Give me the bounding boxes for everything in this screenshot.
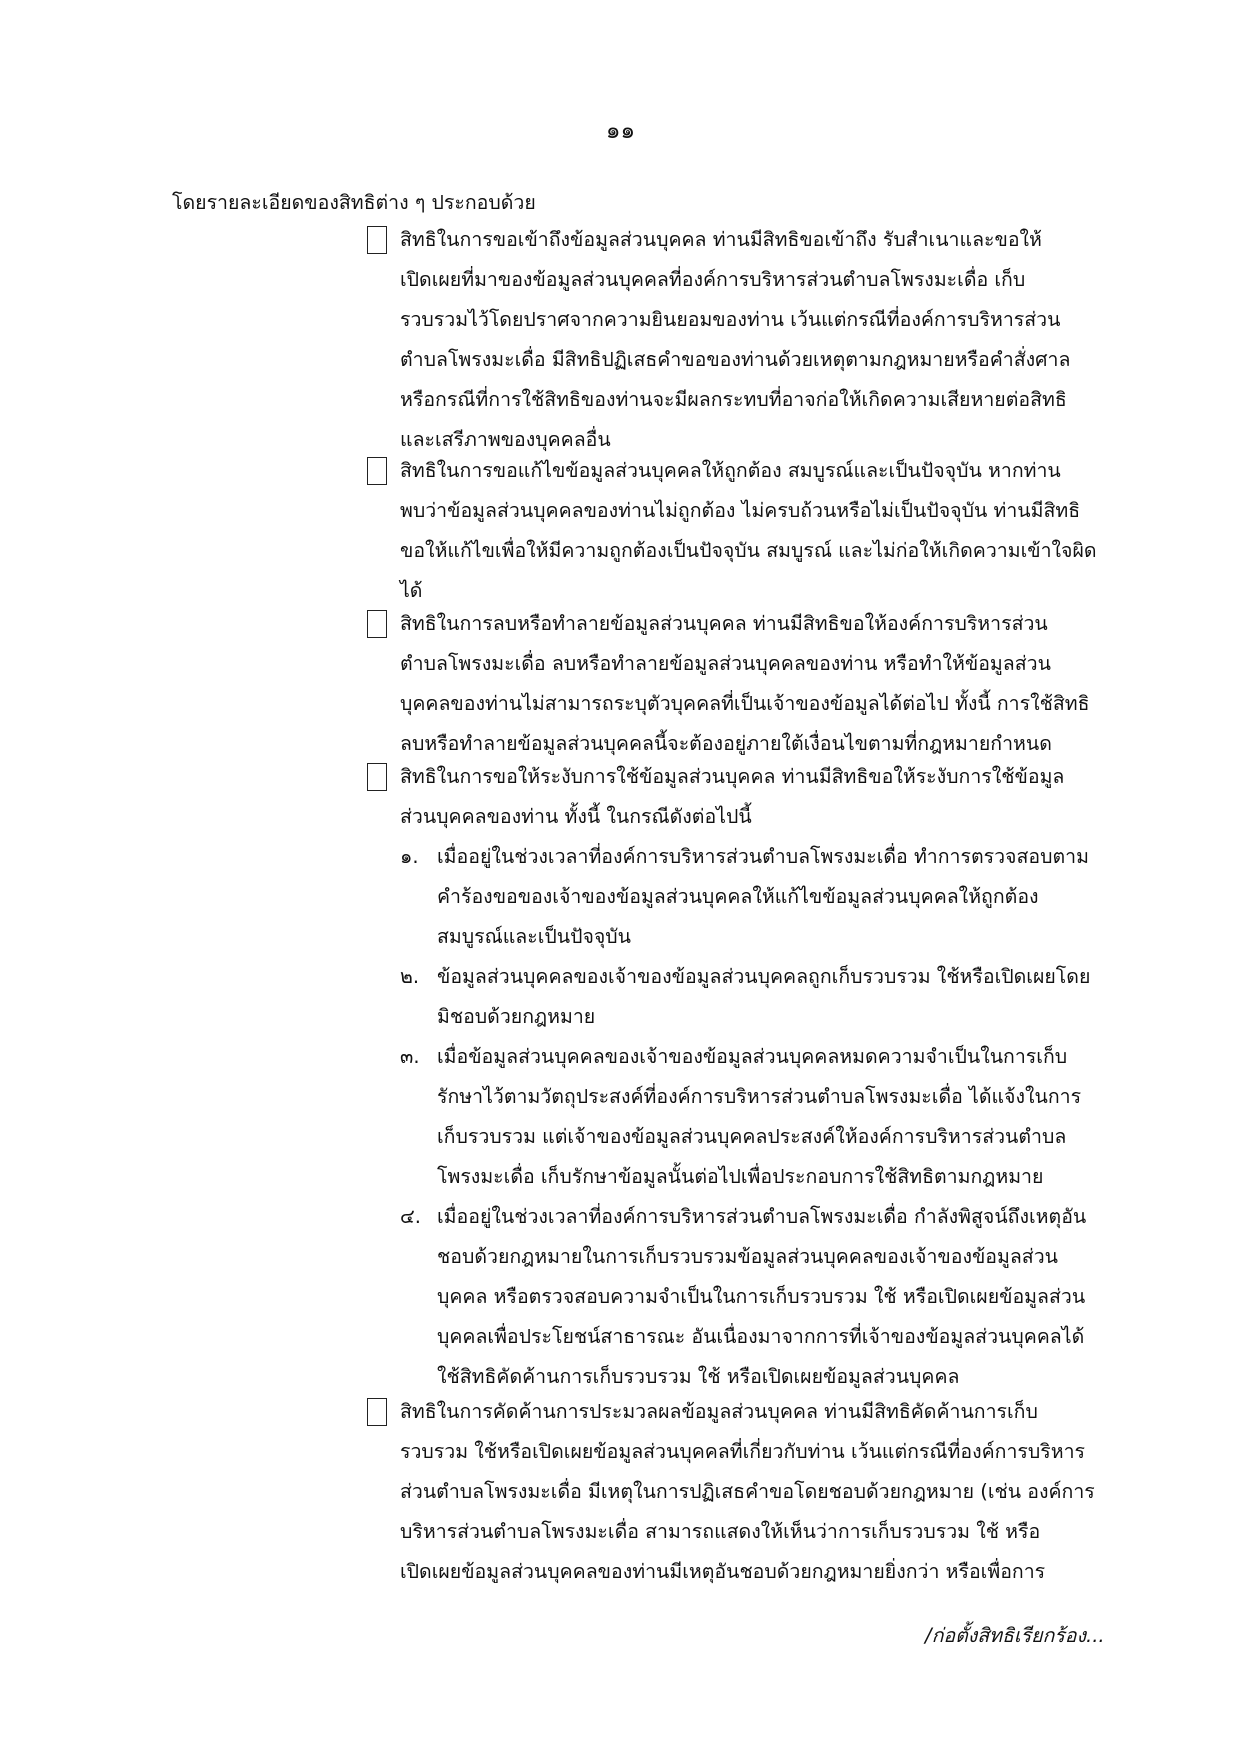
- right-access-line: สิทธิในการขอเข้าถึงข้อมูลส่วนบุคคล ท่านมีสิทธิขอเข้าถึง รับสำเนาและขอให้: [400, 228, 1042, 251]
- list-item-line: บุคคล หรือตรวจสอบความจำเป็นในการเก็บรวบรวม ใช้ หรือเปิดเผยข้อมูลส่วน: [437, 1285, 1086, 1308]
- list-item-line: มิชอบด้วยกฎหมาย: [437, 1005, 596, 1028]
- right-object-line: เปิดเผยข้อมูลส่วนบุคคลของท่านมีเหตุอันชอบด้วยกฎหมายยิ่งกว่า หรือเพื่อการ: [400, 1560, 1046, 1583]
- list-number: ๑.: [400, 845, 419, 868]
- right-erase-line: บุคคลของท่านไม่สามารถระบุตัวบุคคลที่เป็นเจ้าของข้อมูลได้ต่อไป ทั้งนี้ การใช้สิทธิ: [400, 692, 1090, 715]
- right-access-line: เปิดเผยที่มาของข้อมูลส่วนบุคคลที่องค์การบริหารส่วนตำบลโพรงมะเดื่อ เก็บ: [400, 268, 1026, 291]
- right-object-line: บริหารส่วนตำบลโพรงมะเดื่อ สามารถแสดงให้เห็นว่าการเก็บรวบรวม ใช้ หรือ: [400, 1520, 1041, 1543]
- list-item-line: สมบูรณ์และเป็นปัจจุบัน: [437, 925, 632, 948]
- list-item-line: ข้อมูลส่วนบุคคลของเจ้าของข้อมูลส่วนบุคคลถูกเก็บรวบรวม ใช้หรือเปิดเผยโดย: [437, 965, 1091, 988]
- page-number: ๑๑: [605, 118, 636, 144]
- list-item-line: เมื่อข้อมูลส่วนบุคคลของเจ้าของข้อมูลส่วนบุคคลหมดความจำเป็นในการเก็บ: [437, 1045, 1068, 1068]
- right-erase-line: ลบหรือทำลายข้อมูลส่วนบุคคลนี้จะต้องอยู่ภายใต้เงื่อนไขตามที่กฎหมายกำหนด: [400, 732, 1052, 755]
- intro-text: โดยรายละเอียดของสิทธิต่าง ๆ ประกอบด้วย: [172, 191, 536, 214]
- right-erase-line: สิทธิในการลบหรือทำลายข้อมูลส่วนบุคคล ท่านมีสิทธิขอให้องค์การบริหารส่วน: [400, 612, 1048, 635]
- list-item-line: คำร้องขอของเจ้าของข้อมูลส่วนบุคคลให้แก้ไขข้อมูลส่วนบุคคลให้ถูกต้อง: [437, 885, 1039, 908]
- right-erase-line: ตำบลโพรงมะเดื่อ ลบหรือทำลายข้อมูลส่วนบุคคลของท่าน หรือทำให้ข้อมูลส่วน: [400, 652, 1051, 675]
- list-number: ๓.: [400, 1045, 420, 1068]
- right-access-line: หรือกรณีที่การใช้สิทธิของท่านจะมีผลกระทบที่อาจก่อให้เกิดความเสียหายต่อสิทธิ: [400, 388, 1067, 411]
- right-rectify-line: ได้: [400, 579, 423, 602]
- checkbox-right-rectify[interactable]: [367, 457, 387, 485]
- right-object-line: รวบรวม ใช้หรือเปิดเผยข้อมูลส่วนบุคคลที่เกี่ยวกับท่าน เว้นแต่กรณีที่องค์การบริหาร: [400, 1440, 1085, 1463]
- right-restrict-line: ส่วนบุคคลของท่าน ทั้งนี้ ในกรณีดังต่อไปนี้: [400, 805, 752, 828]
- checkbox-right-object[interactable]: [367, 1398, 387, 1426]
- right-access-line: ตำบลโพรงมะเดื่อ มีสิทธิปฏิเสธคำขอของท่านด้วยเหตุตามกฎหมายหรือคำสั่งศาล: [400, 348, 1071, 371]
- list-number: ๔.: [400, 1205, 421, 1228]
- list-item-line: เก็บรวบรวม แต่เจ้าของข้อมูลส่วนบุคคลประสงค์ให้องค์การบริหารส่วนตำบล: [437, 1125, 1067, 1148]
- continuation-note: /ก่อตั้งสิทธิเรียกร้อง...: [925, 1624, 1105, 1647]
- right-access-line: และเสรีภาพของบุคคลอื่น: [400, 428, 611, 451]
- list-item-line: รักษาไว้ตามวัตถุประสงค์ที่องค์การบริหารส่วนตำบลโพรงมะเดื่อ ได้แจ้งในการ: [437, 1085, 1082, 1108]
- list-item-line: โพรงมะเดื่อ เก็บรักษาข้อมูลนั้นต่อไปเพื่อประกอบการใช้สิทธิตามกฎหมาย: [437, 1165, 1044, 1188]
- checkbox-right-restrict[interactable]: [367, 763, 387, 791]
- checkbox-right-erase[interactable]: [367, 610, 387, 638]
- list-number: ๒.: [400, 965, 420, 988]
- right-rectify-line: พบว่าข้อมูลส่วนบุคคลของท่านไม่ถูกต้อง ไม่ครบถ้วนหรือไม่เป็นปัจจุบัน ท่านมีสิทธิ: [400, 499, 1081, 522]
- right-access-line: รวบรวมไว้โดยปราศจากความยินยอมของท่าน เว้นแต่กรณีที่องค์การบริหารส่วน: [400, 308, 1061, 331]
- list-item-line: เมื่ออยู่ในช่วงเวลาที่องค์การบริหารส่วนตำบลโพรงมะเดื่อ ทำการตรวจสอบตาม: [437, 845, 1089, 868]
- right-rectify-line: สิทธิในการขอแก้ไขข้อมูลส่วนบุคคลให้ถูกต้อง สมบูรณ์และเป็นปัจจุบัน หากท่าน: [400, 459, 1061, 482]
- right-object-line: ส่วนตำบลโพรงมะเดื่อ มีเหตุในการปฏิเสธคำขอโดยชอบด้วยกฎหมาย (เช่น องค์การ: [400, 1480, 1095, 1503]
- right-rectify-line: ขอให้แก้ไขเพื่อให้มีความถูกต้องเป็นปัจจุบัน สมบูรณ์ และไม่ก่อให้เกิดความเข้าใจผิด: [400, 539, 1097, 562]
- list-item-line: ชอบด้วยกฎหมายในการเก็บรวบรวมข้อมูลส่วนบุคคลของเจ้าของข้อมูลส่วน: [437, 1245, 1058, 1268]
- right-object-line: สิทธิในการคัดค้านการประมวลผลข้อมูลส่วนบุคคล ท่านมีสิทธิคัดค้านการเก็บ: [400, 1400, 1038, 1423]
- list-item-line: ใช้สิทธิคัดค้านการเก็บรวบรวม ใช้ หรือเปิดเผยข้อมูลส่วนบุคคล: [437, 1365, 960, 1388]
- checkbox-right-access[interactable]: [367, 226, 387, 254]
- list-item-line: บุคคลเพื่อประโยชน์สาธารณะ อันเนื่องมาจากการที่เจ้าของข้อมูลส่วนบุคคลได้: [437, 1325, 1085, 1348]
- list-item-line: เมื่ออยู่ในช่วงเวลาที่องค์การบริหารส่วนตำบลโพรงมะเดื่อ กำลังพิสูจน์ถึงเหตุอัน: [437, 1205, 1087, 1228]
- right-restrict-line: สิทธิในการขอให้ระงับการใช้ข้อมูลส่วนบุคคล ท่านมีสิทธิขอให้ระงับการใช้ข้อมูล: [400, 765, 1065, 788]
